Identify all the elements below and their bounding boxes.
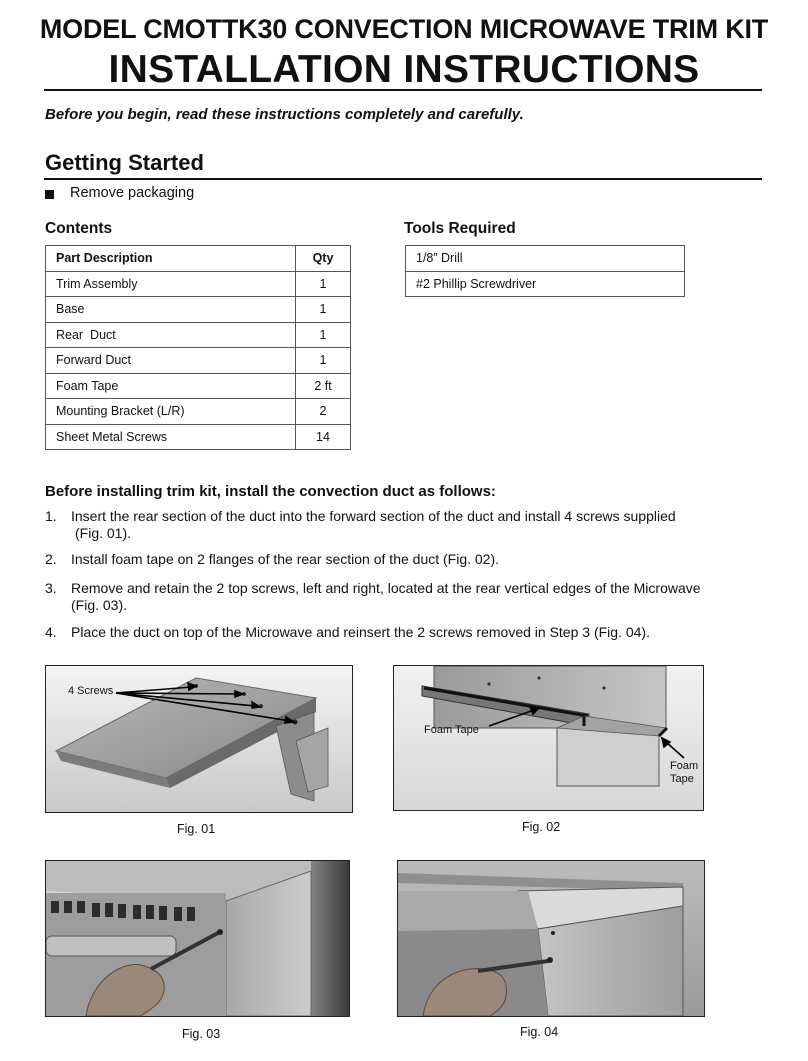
- qty-cell: 1: [296, 271, 351, 297]
- foam-tape-illustration: [394, 666, 703, 810]
- step-number: 1.: [45, 508, 57, 524]
- fig-03-photo: [45, 860, 350, 1017]
- step-3: [45, 580, 765, 614]
- contents-heading: Contents: [45, 220, 113, 237]
- title-divider: [44, 89, 762, 91]
- fig-04-photo: [397, 860, 705, 1017]
- tape-label: Tape: [670, 773, 694, 785]
- qty-cell: 14: [296, 424, 351, 450]
- foam-label: Foam: [670, 760, 699, 772]
- tools-heading: Tools Required: [404, 220, 516, 237]
- table-row: [406, 246, 685, 272]
- part-cell: Trim Assembly: [46, 271, 296, 297]
- part-cell: Base: [46, 297, 296, 323]
- page-title: INSTALLATION INSTRUCTIONS: [108, 48, 700, 91]
- microwave-screw-removal-illustration: [46, 861, 349, 1016]
- step-text-cont: (Fig. 01).: [75, 525, 132, 541]
- fig-02-photo: [393, 665, 704, 811]
- section-divider: [44, 178, 762, 180]
- qty-cell: 1: [296, 348, 351, 374]
- bullet-remove-packaging: Remove packaging: [70, 185, 195, 201]
- four-screws-label: 4 Screws: [68, 685, 114, 697]
- part-cell: Mounting Bracket (L/R): [46, 399, 296, 425]
- table-row: [46, 373, 351, 399]
- foam-tape-label: Foam Tape: [424, 724, 479, 736]
- part-cell: Sheet Metal Screws: [46, 424, 296, 450]
- step-number: 4.: [45, 624, 57, 640]
- table-row: [46, 399, 351, 425]
- tools-table: [405, 245, 685, 297]
- step-number: 3.: [45, 580, 57, 596]
- tool-cell: #2 Phillip Screwdriver: [406, 271, 685, 297]
- square-bullet-icon: [45, 190, 54, 199]
- instructions-heading: Before installing trim kit, install the convection duct as follows:: [45, 483, 496, 500]
- step-text: Remove and retain the 2 top screws, left and right, located at the rear vertical edges of the Microwave: [71, 580, 701, 596]
- qty-cell: 1: [296, 322, 351, 348]
- fig-01-photo: [45, 665, 353, 813]
- table-header-row: [46, 246, 351, 272]
- step-1: [45, 508, 765, 542]
- step-2: [45, 551, 765, 568]
- fig-02-caption: Fig. 02: [522, 820, 561, 834]
- step-text-cont: (Fig. 03).: [71, 597, 128, 613]
- step-number: 2.: [45, 551, 57, 567]
- part-cell: Rear Duct: [46, 322, 296, 348]
- table-row: [46, 424, 351, 450]
- col-qty-header: Qty: [296, 246, 351, 272]
- getting-started-heading: Getting Started: [45, 150, 204, 175]
- contents-table: [45, 245, 351, 450]
- qty-cell: 2: [296, 399, 351, 425]
- step-text: Place the duct on top of the Microwave and reinsert the 2 screws removed in Step 3 (Fig. 04).: [71, 624, 650, 640]
- model-title: MODEL CMOTTK30 CONVECTION MICROWAVE TRIM KIT: [39, 14, 769, 44]
- table-row: [46, 348, 351, 374]
- intro-text: Before you begin, read these instructions completely and carefully.: [45, 106, 524, 123]
- part-cell: Foam Tape: [46, 373, 296, 399]
- duct-on-microwave-illustration: [398, 861, 704, 1016]
- col-part-header: Part Description: [46, 246, 296, 272]
- table-row: [46, 271, 351, 297]
- tool-cell: 1/8” Drill: [406, 246, 685, 272]
- table-row: [46, 297, 351, 323]
- table-row: [46, 322, 351, 348]
- step-text: Install foam tape on 2 flanges of the rear section of the duct (Fig. 02).: [71, 551, 500, 567]
- table-row: [406, 271, 685, 297]
- qty-cell: 2 ft: [296, 373, 351, 399]
- part-cell: Forward Duct: [46, 348, 296, 374]
- qty-cell: 1: [296, 297, 351, 323]
- fig-01-caption: Fig. 01: [177, 822, 216, 836]
- fig-03-caption: Fig. 03: [182, 1027, 221, 1041]
- step-text: Insert the rear section of the duct into the forward section of the duct and install 4 screws supplied: [71, 508, 676, 524]
- step-4: [45, 624, 765, 641]
- fig-04-caption: Fig. 04: [520, 1025, 559, 1039]
